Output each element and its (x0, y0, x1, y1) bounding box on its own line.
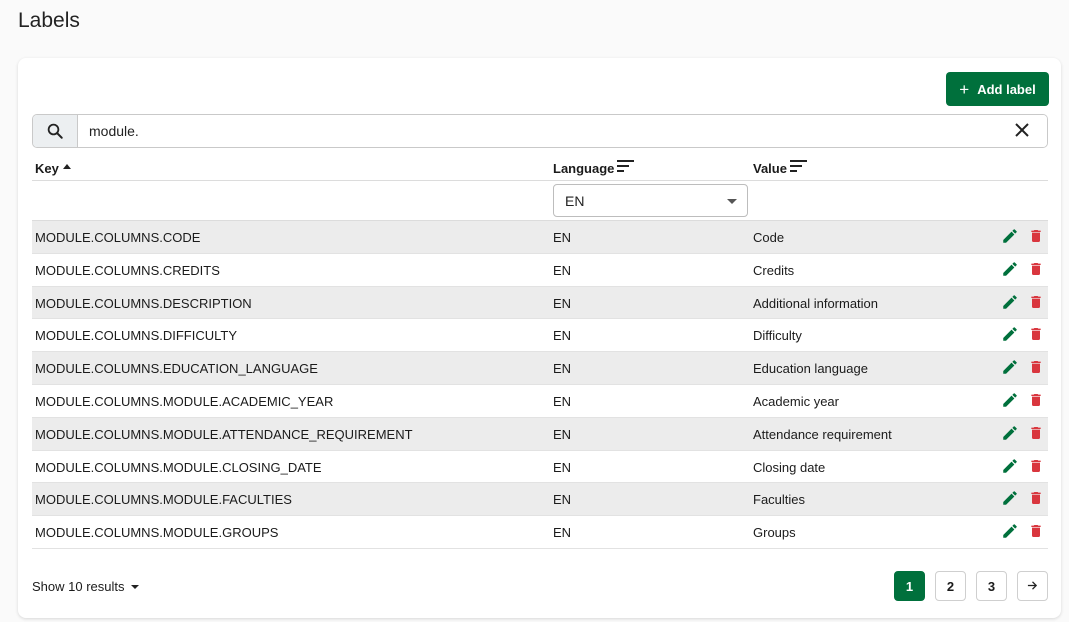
cell-language: EN (553, 525, 572, 541)
cell-key: MODULE.COLUMNS.MODULE.GROUPS (35, 525, 279, 541)
cell-key: MODULE.COLUMNS.MODULE.ACADEMIC_YEAR (35, 393, 334, 409)
cell-key: MODULE.COLUMNS.CODE (35, 230, 201, 245)
cell-value: Education language (753, 361, 868, 377)
table-footer (32, 571, 1048, 601)
column-header-key[interactable] (35, 159, 72, 176)
delete-icon[interactable] (1026, 226, 1046, 246)
edit-icon[interactable] (1000, 324, 1020, 344)
cell-key: MODULE.COLUMNS.EDUCATION_LANGUAGE (35, 361, 318, 377)
search-icon (33, 115, 78, 147)
table-row (32, 516, 1048, 549)
edit-icon[interactable] (1000, 226, 1020, 246)
delete-icon[interactable] (1026, 456, 1046, 476)
page-button-3[interactable]: 3 (976, 571, 1007, 601)
delete-icon[interactable] (1026, 488, 1046, 508)
delete-icon[interactable] (1026, 324, 1046, 344)
edit-icon[interactable] (1000, 423, 1020, 443)
column-header-value[interactable] (753, 159, 808, 176)
table-row (32, 221, 1048, 254)
row-actions (1000, 324, 1046, 344)
cell-language: EN (553, 361, 572, 377)
table-header (32, 148, 1048, 181)
cell-language: EN (553, 393, 572, 409)
table-body (32, 221, 1048, 549)
cell-value: Faculties (753, 492, 806, 508)
cell-value: Difficulty (753, 328, 802, 344)
row-actions (1000, 456, 1046, 476)
table-row (32, 451, 1048, 484)
table-row (32, 287, 1048, 320)
row-actions (1000, 292, 1046, 312)
table-row (32, 483, 1048, 516)
next-page-button[interactable] (1017, 571, 1048, 601)
labels-table (32, 148, 1048, 549)
language-filter-value: EN (565, 192, 585, 209)
cell-language: EN (553, 295, 572, 311)
page-button-1[interactable]: 1 (894, 571, 925, 601)
language-filter-select[interactable] (553, 184, 748, 217)
table-row (32, 418, 1048, 451)
labels-card (18, 58, 1061, 618)
row-actions (1000, 226, 1046, 246)
row-actions (1000, 390, 1046, 410)
cell-key: MODULE.COLUMNS.CREDITS (35, 262, 220, 278)
add-label-text: Add label (977, 81, 1036, 97)
delete-icon[interactable] (1026, 423, 1046, 443)
cell-value: Attendance requirement (753, 426, 892, 442)
edit-icon[interactable] (1000, 488, 1020, 508)
delete-icon[interactable] (1026, 292, 1046, 312)
page-size-label: Show 10 results (32, 579, 125, 594)
clear-search-button[interactable] (997, 115, 1047, 147)
cell-key: MODULE.COLUMNS.MODULE.CLOSING_DATE (35, 459, 322, 475)
sort-icon (617, 159, 635, 176)
sort-icon (790, 159, 808, 176)
cell-language: EN (553, 262, 572, 278)
cell-language: EN (553, 459, 572, 475)
cell-language: EN (553, 426, 572, 442)
delete-icon[interactable] (1026, 259, 1046, 279)
delete-icon[interactable] (1026, 521, 1046, 541)
row-actions (1000, 259, 1046, 279)
row-actions (1000, 357, 1046, 377)
close-icon (1015, 123, 1029, 140)
edit-icon[interactable] (1000, 521, 1020, 541)
cell-value: Groups (753, 525, 796, 541)
search-input[interactable] (78, 115, 997, 147)
pagination (894, 571, 1048, 601)
cell-value: Academic year (753, 393, 839, 409)
cell-value: Closing date (753, 459, 826, 475)
column-key-label: Key (35, 161, 59, 176)
table-row (32, 385, 1048, 418)
row-actions (1000, 488, 1046, 508)
filter-row (32, 181, 1048, 221)
column-language-label: Language (553, 161, 615, 176)
cell-key: MODULE.COLUMNS.MODULE.ATTENDANCE_REQUIREMENT (35, 426, 413, 442)
edit-icon[interactable] (1000, 456, 1020, 476)
cell-key: MODULE.COLUMNS.DIFFICULTY (35, 328, 237, 344)
page-title: Labels (18, 9, 80, 32)
edit-icon[interactable] (1000, 259, 1020, 279)
page-button-2[interactable]: 2 (935, 571, 966, 601)
plus-icon: + (959, 79, 970, 99)
row-actions (1000, 521, 1046, 541)
cell-language: EN (553, 328, 572, 344)
edit-icon[interactable] (1000, 357, 1020, 377)
sort-asc-icon (62, 159, 72, 176)
table-row (32, 254, 1048, 287)
cell-language: EN (553, 230, 572, 245)
cell-language: EN (553, 492, 572, 508)
edit-icon[interactable] (1000, 292, 1020, 312)
table-row (32, 319, 1048, 352)
edit-icon[interactable] (1000, 390, 1020, 410)
column-header-language[interactable] (553, 159, 635, 176)
column-value-label: Value (753, 161, 787, 176)
arrow-right-icon (1027, 579, 1038, 594)
cell-key: MODULE.COLUMNS.DESCRIPTION (35, 295, 252, 311)
chevron-down-icon (727, 199, 737, 204)
cell-value: Credits (753, 262, 795, 278)
cell-key: MODULE.COLUMNS.MODULE.FACULTIES (35, 492, 292, 508)
page-size-dropdown[interactable] (32, 579, 139, 594)
cell-value: Code (753, 230, 785, 245)
add-label-button[interactable] (946, 72, 1049, 106)
cell-value: Additional information (753, 295, 879, 311)
delete-icon[interactable] (1026, 390, 1046, 410)
row-actions (1000, 423, 1046, 443)
table-row (32, 352, 1048, 385)
search-bar (32, 114, 1048, 148)
caret-down-icon (131, 585, 139, 589)
delete-icon[interactable] (1026, 357, 1046, 377)
